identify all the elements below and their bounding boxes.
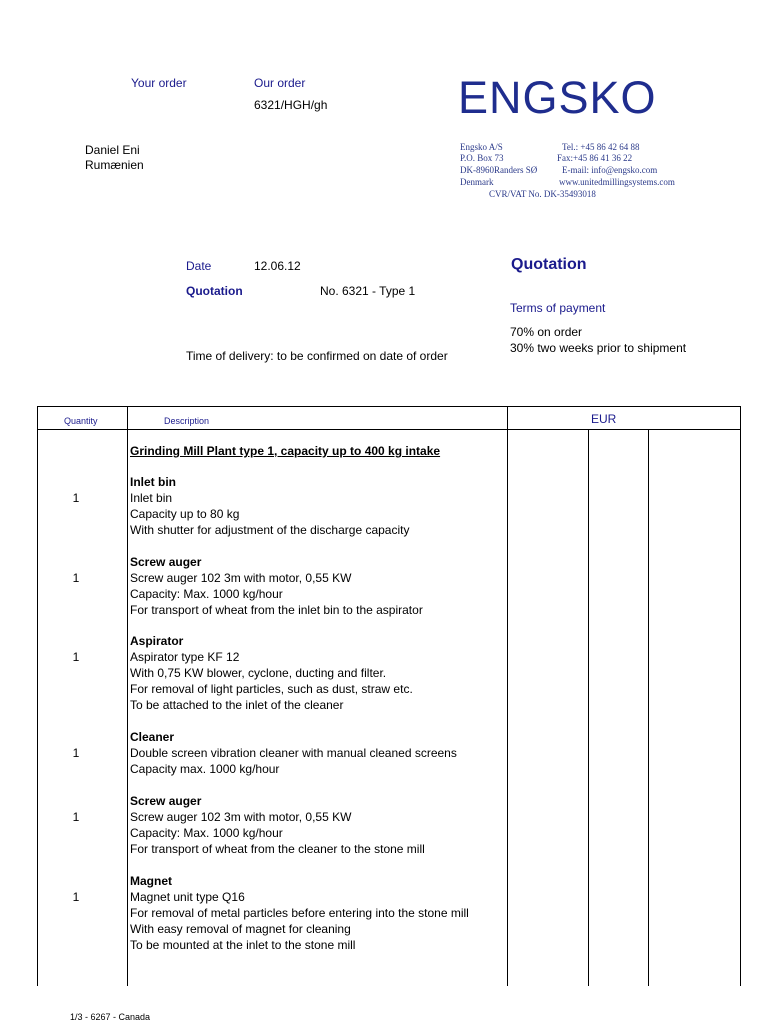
company-cvr: CVR/VAT No. DK-35493018 [489,189,596,199]
item-title: Cleaner [130,730,175,744]
date-label: Date [186,259,212,273]
your-order-label: Your order [131,76,187,90]
item-description-line: Aspirator type KF 12 [130,650,240,664]
terms-line: 30% two weeks prior to shipment [510,341,687,355]
item-description-line: Screw auger 102 3m with motor, 0,55 KW [130,571,352,585]
terms-line: 70% on order [510,325,583,339]
document-title: Quotation [511,256,587,273]
our-order-label: Our order [254,76,306,90]
item-description-line: Inlet bin [130,491,173,505]
company-logo: ENGSKO [458,72,657,123]
recipient-country: Rumænien [85,158,144,172]
item-title: Magnet [130,874,172,888]
address-line: DK-8960Randers SØ [460,165,538,175]
item-title: Inlet bin [130,475,176,489]
date-value: 12.06.12 [254,259,301,273]
item-description-line: Magnet unit type Q16 [130,890,245,904]
item-quantity: 1 [72,890,80,904]
recipient-name: Daniel Eni [85,143,140,157]
item-quantity: 1 [72,810,80,824]
contact-email: E-mail: info@engsko.com [562,165,658,175]
table-border-top [37,406,741,407]
table-col-divider [127,406,128,986]
address-line: Denmark [460,177,494,187]
table-col-divider [588,429,589,986]
item-description-line: To be mounted at the inlet to the stone mill [130,938,356,952]
item-title: Screw auger [130,555,202,569]
item-quantity: 1 [72,491,80,505]
item-description-line: Capacity up to 80 kg [130,507,240,521]
table-col-divider [507,406,508,986]
page-footer: 1/3 - 6267 - Canada [70,1012,151,1022]
item-title: Aspirator [130,634,184,648]
item-description-line: To be attached to the inlet of the cleaner [130,698,344,712]
item-description-line: With easy removal of magnet for cleaning [130,922,351,936]
item-description-line: For transport of wheat from the inlet bin to the aspirator [130,603,423,617]
quotation-number: No. 6321 - Type 1 [320,284,416,298]
table-border-right [740,406,741,986]
contact-fax: Fax:+45 86 41 36 22 [557,153,633,163]
item-description-line: Double screen vibration cleaner with manual cleaned screens [130,746,457,760]
contact-website: www.unitedmillingsystems.com [559,177,675,187]
plant-title: Grinding Mill Plant type 1, capacity up to 400 kg intake [130,444,441,458]
item-description-line: With 0,75 KW blower, cyclone, ducting and filter. [130,666,387,680]
item-quantity: 1 [72,571,80,585]
col-currency-header: EUR [591,412,617,426]
quotation-label: Quotation [186,284,243,298]
col-description-header: Description [164,416,210,426]
item-description-line: For transport of wheat from the cleaner to the stone mill [130,842,425,856]
item-description-line: For removal of light particles, such as dust, straw etc. [130,682,413,696]
our-order-value: 6321/HGH/gh [254,98,328,112]
item-description-line: With shutter for adjustment of the discharge capacity [130,523,410,537]
terms-label: Terms of payment [510,301,606,315]
item-description-line: Screw auger 102 3m with motor, 0,55 KW [130,810,352,824]
table-header-divider [37,429,741,430]
table-col-divider [648,429,649,986]
address-line: P.O. Box 73 [460,153,504,163]
contact-phone: Tel.: +45 86 42 64 88 [562,142,640,152]
table-border-left [37,406,38,986]
item-quantity: 1 [72,650,80,664]
delivery-time: Time of delivery: to be confirmed on date of order [186,349,448,363]
item-description-line: For removal of metal particles before entering into the stone mill [130,906,469,920]
item-quantity: 1 [72,746,80,760]
address-line: Engsko A/S [460,142,503,152]
item-description-line: Capacity max. 1000 kg/hour [130,762,280,776]
item-description-line: Capacity: Max. 1000 kg/hour [130,587,283,601]
item-title: Screw auger [130,794,202,808]
item-description-line: Capacity: Max. 1000 kg/hour [130,826,283,840]
col-quantity-header: Quantity [64,416,98,426]
